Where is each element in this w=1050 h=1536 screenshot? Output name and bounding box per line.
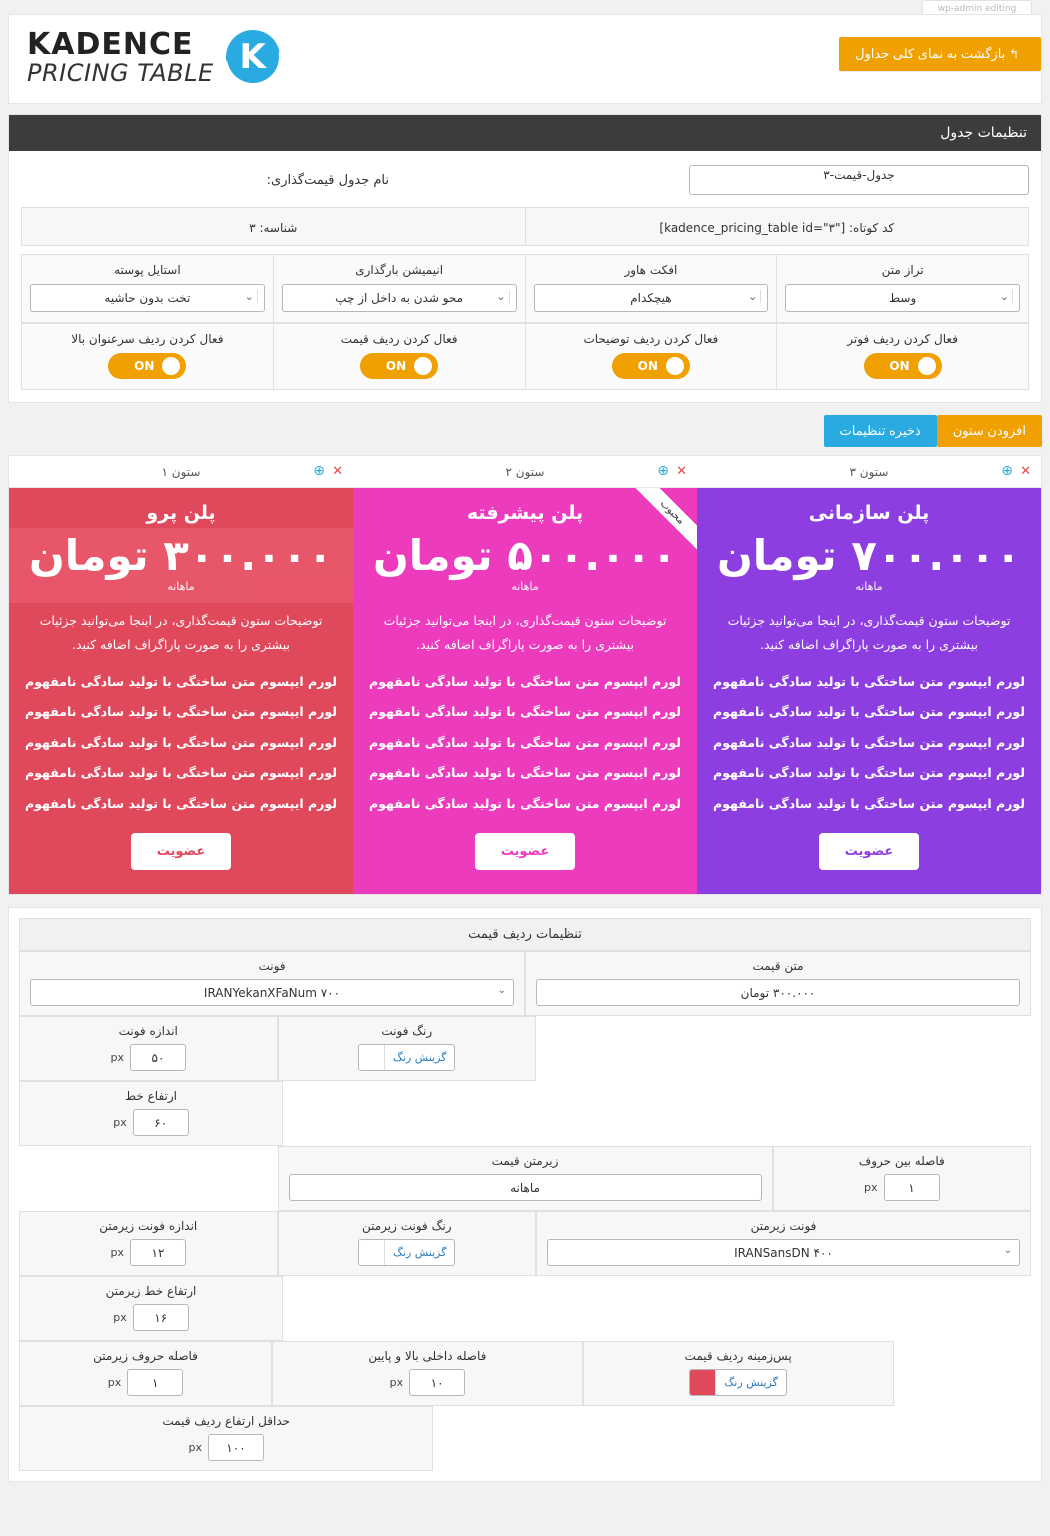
skin-style-label: استایل پوسته — [114, 263, 181, 277]
plan-feature: لورم ایپسوم متن ساختگی با تولید سادگی نامفهوم — [25, 673, 337, 689]
action-buttons — [8, 415, 1042, 447]
price-row-bg-cell — [583, 1341, 894, 1406]
font-family-cell — [19, 951, 525, 1016]
close-icon[interactable]: ✕ — [1020, 464, 1031, 479]
column-2-body — [353, 488, 697, 894]
hover-effect-label: افکت هاور — [624, 263, 678, 277]
font-size-label: اندازه فونت — [118, 1024, 178, 1039]
column-1-title: ستون ۱ — [161, 464, 201, 479]
top-strip — [0, 0, 1050, 14]
price-row-bg-picker[interactable] — [689, 1369, 786, 1396]
plus-circle-icon[interactable]: ⊕ — [657, 463, 669, 479]
price-text-font-row — [19, 951, 1031, 1016]
color-swatch — [690, 1370, 716, 1395]
subtext-size-cell — [19, 1211, 278, 1276]
price-row-bg-label: پس‌زمینه ردیف قیمت — [684, 1349, 792, 1364]
color-swatch — [359, 1240, 385, 1265]
subtext-input[interactable]: ماهانه — [289, 1174, 762, 1201]
subtext-font-label: فونت زیرمتن — [750, 1219, 817, 1234]
subtext-font-cell — [536, 1211, 1031, 1276]
spacer-cell — [536, 1016, 1031, 1081]
text-align-cell — [776, 254, 1029, 323]
text-align-value: وسط — [889, 291, 917, 305]
min-height-label: حداقل ارتفاع ردیف قیمت — [162, 1414, 291, 1429]
price-text-cell — [525, 951, 1031, 1016]
toggle-knob-icon — [918, 357, 936, 375]
load-animation-select[interactable] — [282, 284, 517, 312]
font-size-cell — [19, 1016, 278, 1081]
table-id-cell — [21, 207, 525, 246]
back-to-tables-label: بازگشت به نمای کلی جداول — [855, 46, 1006, 61]
plan-feature: لورم ایپسوم متن ساختگی با تولید سادگی نامفهوم — [713, 704, 1025, 720]
plan-feature: لورم ایپسوم متن ساختگی با تولید سادگی نامفهوم — [369, 765, 681, 781]
column-2-title: ستون ۲ — [505, 464, 545, 479]
subtext-font-select[interactable] — [547, 1239, 1020, 1266]
save-settings-button[interactable]: ذخیره تنظیمات — [824, 415, 937, 447]
subtext-size-input[interactable]: ۱۲ — [130, 1239, 186, 1266]
letter-spacing-unit: px — [864, 1181, 878, 1195]
pricing-column-2 — [353, 456, 697, 894]
subtext-letter-row — [19, 1146, 1031, 1211]
chevron-down-icon: ⌄ — [497, 985, 506, 997]
plan-feature: لورم ایپسوم متن ساختگی با تولید سادگی نامفهوم — [713, 795, 1025, 811]
column-1-header — [9, 456, 353, 488]
plan-description: توضیحات ستون قیمت‌گذاری، در اینجا می‌توانید جزئیات بیشتری را به صورت پاراگراف اضافه کنید. — [727, 613, 1011, 653]
min-height-unit: px — [188, 1441, 202, 1455]
browser-tab-ghost: wp-admin editing — [922, 0, 1032, 18]
subtext-color-cell — [278, 1211, 537, 1276]
spacer-cell — [433, 1406, 1031, 1471]
shortcode-cell — [525, 207, 1030, 246]
bg-padding-row — [19, 1341, 1031, 1406]
kadence-logo-icon — [226, 30, 280, 84]
font-color-picker[interactable] — [358, 1044, 455, 1071]
subtext-line-height-input[interactable]: ۱۶ — [133, 1304, 189, 1331]
plan-price: ۳۰۰.۰۰۰ تومان — [9, 528, 353, 580]
spacer-cell — [283, 1276, 1031, 1341]
header-row-toggle-label: فعال کردن ردیف سرعنوان بالا — [71, 332, 224, 346]
plan-subtext: ماهانه — [855, 580, 883, 594]
price-row-settings-panel — [8, 907, 1042, 1482]
column-3-body — [697, 488, 1041, 894]
padding-cell — [272, 1341, 583, 1406]
toggle-knob-icon — [414, 357, 432, 375]
price-row-toggle[interactable] — [360, 353, 438, 379]
letter-spacing-label: فاصله بین حروف — [858, 1154, 945, 1169]
min-height-input[interactable]: ۱۰۰ — [208, 1434, 264, 1461]
letter-spacing-cell — [773, 1146, 1032, 1211]
skin-style-value: تخت بدون حاشیه — [104, 291, 191, 305]
line-height-row — [19, 1081, 1031, 1146]
table-name-label: نام جدول قیمت‌گذاری: — [266, 172, 389, 188]
font-color-cell — [278, 1016, 537, 1081]
plan-cta-button[interactable]: عضویت — [131, 833, 231, 870]
plan-feature: لورم ایپسوم متن ساختگی با تولید سادگی نامفهوم — [25, 765, 337, 781]
chevron-down-icon: ⌄ — [745, 290, 761, 303]
padding-input[interactable]: ۱۰ — [409, 1369, 465, 1396]
subtext-line-height-cell — [19, 1276, 283, 1341]
bottom-spacer — [0, 1482, 1050, 1504]
price-row-toggle-state: ON — [385, 359, 407, 373]
plan-feature: لورم ایپسوم متن ساختگی با تولید سادگی نامفهوم — [25, 704, 337, 720]
column-2-header — [353, 456, 697, 488]
letter-spacing-input[interactable]: ۱ — [884, 1174, 940, 1201]
plus-circle-icon[interactable]: ⊕ — [1001, 463, 1013, 479]
hover-effect-select[interactable] — [534, 284, 769, 312]
desc-row-toggle-state: ON — [637, 359, 658, 373]
shortcode-label: کد کوتاه: ["kadence_pricing_table id="۳] — [659, 221, 895, 235]
toggle-knob-icon — [162, 357, 180, 375]
subtext-size-unit: px — [110, 1246, 124, 1260]
skin-style-cell — [21, 254, 273, 323]
skin-style-select[interactable] — [30, 284, 265, 312]
text-align-select[interactable] — [785, 284, 1020, 312]
pricing-column-1 — [9, 456, 353, 894]
chevron-down-icon: ⌄ — [242, 290, 258, 303]
plan-feature: لورم ایپسوم متن ساختگی با تولید سادگی نامفهوم — [369, 795, 681, 811]
footer-row-toggle-cell — [776, 323, 1029, 390]
plan-subtext: ماهانه — [9, 580, 353, 603]
line-height-label: ارتفاع خط — [125, 1089, 177, 1104]
back-to-tables-button[interactable] — [839, 37, 1041, 71]
popular-ribbon-label: محبوب — [627, 488, 697, 557]
price-row-settings-title: تنظیمات ردیف قیمت — [19, 918, 1031, 951]
padding-unit: px — [389, 1376, 404, 1390]
font-color-button-label: گزینش رنگ — [393, 1051, 447, 1065]
pricing-columns — [8, 455, 1042, 895]
id-shortcode-row — [21, 207, 1029, 246]
line-height-unit: px — [113, 1116, 127, 1130]
brand-text — [27, 29, 214, 86]
subtext-line-row — [19, 1276, 1031, 1341]
price-row-toggle-label: فعال کردن ردیف قیمت — [340, 332, 458, 346]
plus-circle-icon[interactable]: ⊕ — [313, 463, 325, 479]
column-3-title: ستون ۳ — [849, 464, 889, 479]
footer-row-toggle[interactable] — [864, 353, 942, 379]
header-row-toggle-cell — [21, 323, 273, 390]
plan-feature: لورم ایپسوم متن ساختگی با تولید سادگی نامفهوم — [369, 673, 681, 689]
line-height-cell — [19, 1081, 283, 1146]
plan-feature: لورم ایپسوم متن ساختگی با تولید سادگی نامفهوم — [713, 734, 1025, 750]
brand-line2: PRICING TABLE — [27, 58, 214, 87]
subtext-color-button-label: گزینش رنگ — [393, 1246, 447, 1260]
subtext-color-label: رنگ فونت زیرمتن — [361, 1219, 452, 1234]
font-family-label: فونت — [258, 959, 286, 974]
min-height-row — [19, 1406, 1031, 1471]
plan-cta-button[interactable]: عضویت — [819, 833, 919, 870]
header-row-toggle-state: ON — [134, 359, 155, 373]
plan-feature: لورم ایپسوم متن ساختگی با تولید سادگی نامفهوم — [713, 765, 1025, 781]
price-text-label: متن قیمت — [752, 959, 804, 974]
header-row-toggle[interactable] — [108, 353, 186, 379]
toggle-knob-icon — [666, 357, 684, 375]
subtext-letter-spacing-unit: px — [107, 1376, 122, 1390]
column-1-body — [9, 488, 353, 894]
subtext-letter-spacing-cell — [19, 1341, 272, 1406]
brand-letter: K — [239, 37, 266, 78]
chevron-down-icon: ⌄ — [1003, 1245, 1012, 1257]
table-name-row — [9, 151, 1041, 207]
column-3-header — [697, 456, 1041, 488]
table-name-input[interactable]: جدول-قیمت-۳ — [689, 165, 1029, 195]
close-icon[interactable]: ✕ — [676, 464, 687, 479]
font-color-label: رنگ فونت — [381, 1024, 433, 1039]
plan-feature: لورم ایپسوم متن ساختگی با تولید سادگی نامفهوم — [713, 673, 1025, 689]
footer-row-toggle-state: ON — [889, 359, 910, 373]
load-animation-label: انیمیشن بارگذاری — [355, 263, 444, 277]
spacer-cell — [283, 1081, 1031, 1146]
load-animation-value: محو شدن به داخل از چپ — [335, 291, 464, 305]
brand-line1: KADENCE — [27, 27, 194, 62]
min-height-cell — [19, 1406, 433, 1471]
padding-label: فاصله داخلی بالا و پایین — [368, 1349, 487, 1364]
plan-feature: لورم ایپسوم متن ساختگی با تولید سادگی نامفهوم — [25, 734, 337, 750]
select-options-row — [21, 254, 1029, 323]
price-row-toggle-cell — [273, 323, 525, 390]
spacer-cell — [19, 1146, 278, 1211]
subtext-size-label: اندازه فونت زیرمتن — [99, 1219, 198, 1234]
add-column-button[interactable]: افزودن ستون — [937, 415, 1042, 447]
plan-price: ۷۰۰.۰۰۰ تومان — [716, 531, 1022, 580]
plan-description: توضیحات ستون قیمت‌گذاری، در اینجا می‌توانید جزئیات بیشتری را به صورت پاراگراف اضافه کنید. — [383, 613, 667, 653]
plan-feature: لورم ایپسوم متن ساختگی با تولید سادگی نامفهوم — [369, 734, 681, 750]
table-settings-panel — [8, 114, 1042, 403]
price-text-input[interactable]: ۳۰۰.۰۰۰ تومان — [536, 979, 1020, 1006]
font-size-unit: px — [110, 1051, 124, 1065]
font-family-value: IRANYekanXFaNum ۷۰۰ — [203, 985, 341, 1000]
color-swatch — [359, 1045, 385, 1070]
popular-ribbon — [623, 488, 697, 562]
hover-effect-cell — [525, 254, 777, 323]
subtext-color-picker[interactable] — [358, 1239, 455, 1266]
plan-price: ۵۰۰.۰۰۰ تومان — [372, 531, 678, 580]
table-id-label: شناسه: ۳ — [249, 221, 298, 235]
spacer-cell — [894, 1341, 1032, 1406]
subtext-letter-spacing-label: فاصله حروف زیرمتن — [93, 1349, 198, 1364]
pricing-column-3 — [697, 456, 1041, 894]
subtext-cell — [278, 1146, 773, 1211]
chevron-down-icon: ⌄ — [494, 290, 510, 303]
desc-row-toggle-label: فعال کردن ردیف توضیحات — [583, 332, 719, 346]
footer-row-toggle-label: فعال کردن ردیف فوتر — [847, 332, 958, 346]
plan-feature: لورم ایپسوم متن ساختگی با تولید سادگی نامفهوم — [369, 704, 681, 720]
toggle-options-row — [21, 323, 1029, 390]
desc-row-toggle-cell — [525, 323, 777, 390]
font-color-size-row — [19, 1016, 1031, 1081]
plan-title: پلن پرو — [146, 502, 216, 524]
plan-description: توضیحات ستون قیمت‌گذاری، در اینجا می‌توانید جزئیات بیشتری را به صورت پاراگراف اضافه کنید. — [39, 613, 323, 653]
load-animation-cell — [273, 254, 525, 323]
undo-arrow-icon: ↰ — [1008, 47, 1019, 61]
subtext-letter-spacing-input[interactable]: ۱ — [127, 1369, 183, 1396]
subtext-label: زیرمتن قیمت — [491, 1154, 559, 1169]
plan-cta-button[interactable]: عضویت — [475, 833, 575, 870]
font-family-select[interactable] — [30, 979, 514, 1006]
brand-logo-block — [27, 29, 280, 86]
hover-effect-value: هیچکدام — [630, 291, 672, 305]
chevron-down-icon: ⌄ — [997, 290, 1013, 303]
subtext-line-height-label: ارتفاع خط زیرمتن — [105, 1284, 197, 1299]
plan-title: پلن سازمانی — [808, 502, 930, 524]
text-align-label: تراز متن — [881, 263, 924, 277]
table-settings-title: تنظیمات جدول — [9, 115, 1041, 151]
font-size-input[interactable]: ۵۰ — [130, 1044, 186, 1071]
subtext-font-value: IRANSansDN ۴۰۰ — [734, 1245, 833, 1260]
desc-row-toggle[interactable] — [612, 353, 690, 379]
plan-title: پلن پیشرفته — [466, 502, 584, 524]
subtext-line-height-unit: px — [113, 1311, 127, 1325]
plan-feature: لورم ایپسوم متن ساختگی با تولید سادگی نامفهوم — [25, 795, 337, 811]
close-icon[interactable]: ✕ — [332, 464, 343, 479]
line-height-input[interactable]: ۶۰ — [133, 1109, 189, 1136]
price-row-bg-button-label: گزینش رنگ — [724, 1376, 778, 1390]
plan-subtext: ماهانه — [511, 580, 539, 594]
subtext-font-row — [19, 1211, 1031, 1276]
page-header — [8, 14, 1042, 104]
